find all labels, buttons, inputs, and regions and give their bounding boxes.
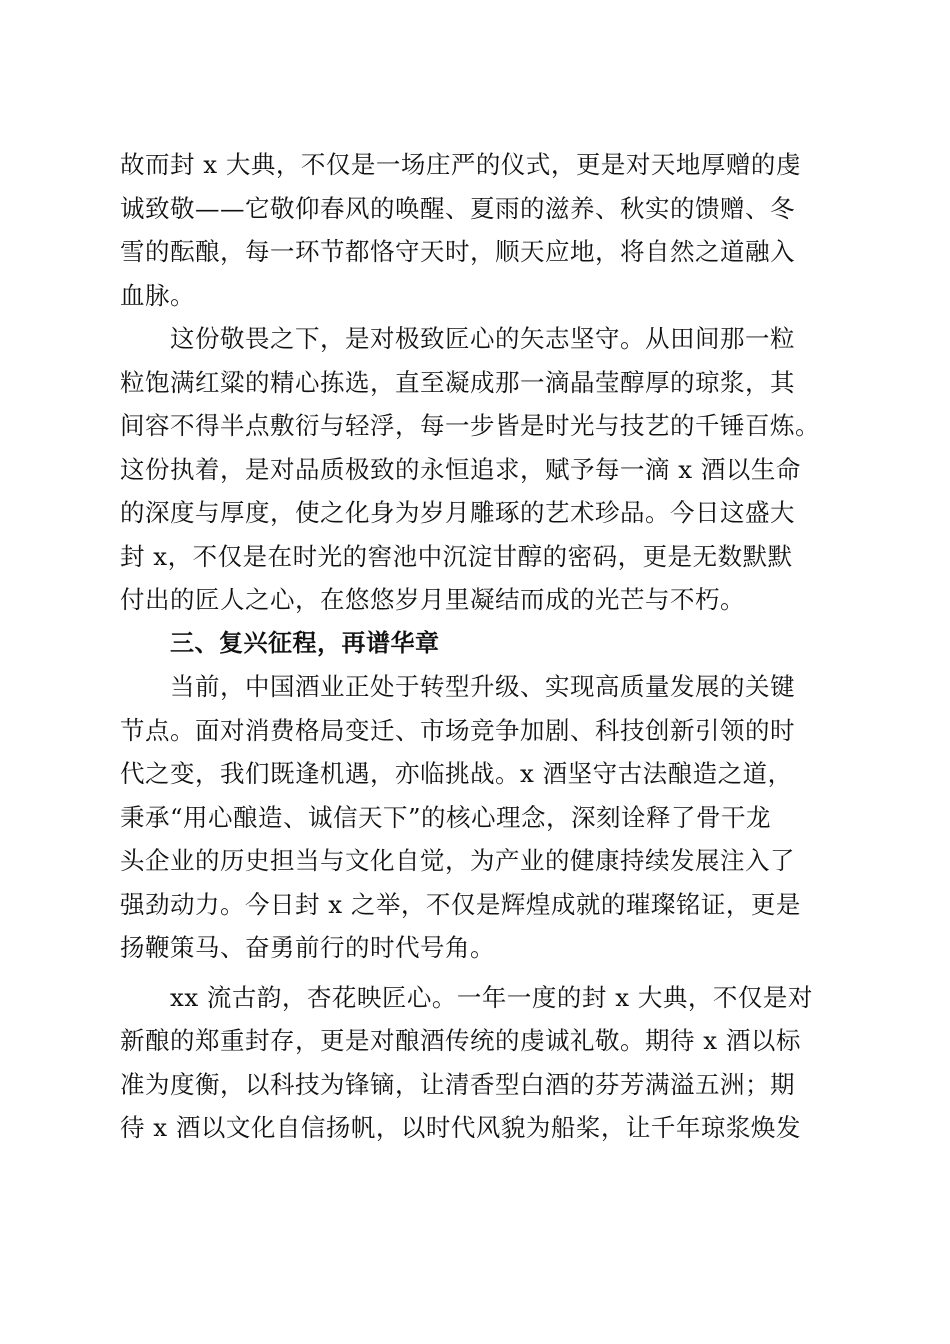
text-line: 强劲动力。今日封 x 之举，不仅是辉煌成就的璀璨铭证，更是 [120,889,801,919]
text-line: 的深度与厚度，使之化身为岁月雕琢的艺术珍品。今日这盛大 [120,498,795,527]
text-line: 故而封 x 大典，不仅是一场庄严的仪式，更是对天地厚赠的虔 [120,150,801,179]
text-line: 代之变，我们既逢机遇，亦临挑战。x 酒坚守古法酿造之道， [120,759,793,788]
text-line: 准为度衡，以科技为锋镝，让清香型白酒的芬芳满溢五洲；期 [120,1069,795,1099]
paragraph-closing-wishes [120,976,830,1150]
text-line: 封 x，不仅是在时光的窖池中沉淀甘醇的密码，更是无数默默 [120,541,793,571]
text-line: 头企业的历史担当与文化自觉，为产业的健康持续发展注入了 [120,846,795,875]
text-line: 粒饱满红粱的精心拣选，直至凝成那一滴晶莹醇厚的琼浆，其 [120,367,795,397]
paragraph-ceremony-reverence [120,143,830,317]
section-heading: 三、复兴征程，再谱华章 [170,628,440,657]
text-line: 新酿的郑重封存，更是对酿酒传统的虔诚礼敬。期待 x 酒以标 [120,1026,801,1055]
text-line: 节点。面对消费格局变迁、市场竞争加剧、科技创新引领的时 [120,715,795,745]
text-line: 血脉。 [120,280,195,310]
text-line: 间容不得半点敷衍与轻浮，每一步皆是时光与技艺的千锤百炼。 [120,411,820,440]
text-line: 这份敬畏之下，是对极致匠心的矢志坚守。从田间那一粒 [170,324,795,353]
text-line: 扬鞭策马、奋勇前行的时代号角。 [120,933,495,962]
text-line: xx 流古韵，杏花映匠心。一年一度的封 x 大典，不仅是对 [170,982,813,1012]
text-line: 诚致敬——它敬仰春风的唤醒、夏雨的滋养、秋实的馈赠、冬 [120,193,795,223]
text-line: 付出的匠人之心，在悠悠岁月里凝结而成的光芒与不朽。 [120,585,745,614]
paragraph-revival-journey [120,665,830,970]
paragraph-craftsmanship [120,317,830,622]
document-body [120,143,830,1150]
text-line: 雪的酝酿，每一环节都恪守天时，顺天应地，将自然之道融入 [120,237,795,266]
text-line: 秉承“用心酿造、诚信天下”的核心理念，深刻诠释了骨干龙 [120,802,772,832]
text-line: 这份执着，是对品质极致的永恒追求，赋予每一滴 x 酒以生命 [120,454,801,484]
text-line: 当前，中国酒业正处于转型升级、实现高质量发展的关键 [170,672,795,701]
text-line: 待 x 酒以文化自信扬帆，以时代风貌为船桨，让千年琼浆焕发 [120,1113,801,1142]
